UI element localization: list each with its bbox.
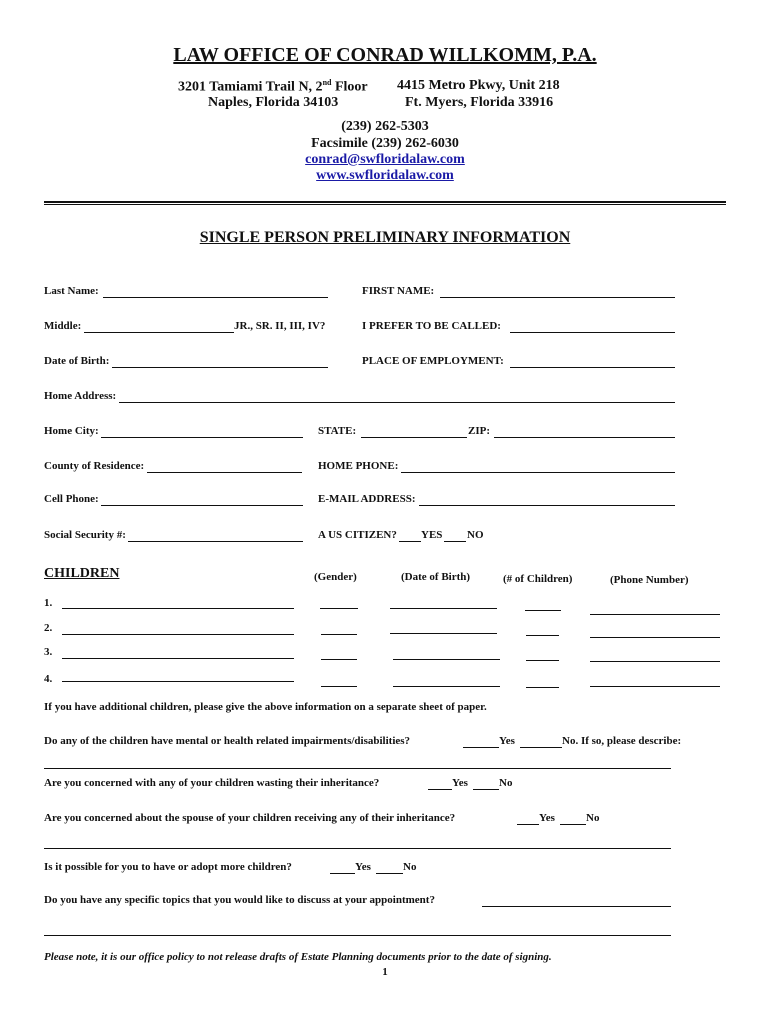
impairments-no-blank[interactable] [520, 747, 562, 748]
office2-address-line2: Ft. Myers, Florida 33916 [405, 95, 554, 110]
impairments-yes-label: Yes [499, 735, 515, 747]
citizen-label: A US CITIZEN? [318, 529, 397, 541]
page-number: 1 [382, 966, 388, 978]
zip-label: ZIP: [468, 425, 490, 437]
child-2-dob-field[interactable] [390, 633, 497, 634]
child-4-gender-field[interactable] [321, 686, 357, 687]
topics-field[interactable] [482, 906, 671, 907]
child-1-phone-field[interactable] [590, 614, 720, 615]
child-3-dob-field[interactable] [393, 659, 500, 660]
spouse-no-blank[interactable] [560, 824, 586, 825]
employment-field[interactable] [510, 367, 675, 368]
impairments-question: Do any of the children have mental or health related impairments/disabilities? [44, 735, 411, 747]
more-children-no-label: No [403, 861, 417, 873]
wasting-no-label: No [499, 777, 513, 789]
child-2-name-field[interactable] [62, 634, 294, 635]
last-name-label: Last Name: [44, 285, 99, 297]
more-children-yes-blank[interactable] [330, 873, 355, 874]
home-phone-field[interactable] [401, 472, 675, 473]
wasting-yes-blank[interactable] [428, 789, 452, 790]
wasting-no-blank[interactable] [473, 789, 499, 790]
cell-phone-field[interactable] [101, 505, 303, 506]
preferred-name-label: I PREFER TO BE CALLED: [362, 320, 501, 332]
child-2-phone-field[interactable] [590, 637, 720, 638]
child-3-name-field[interactable] [62, 658, 294, 659]
more-children-no-blank[interactable] [376, 873, 403, 874]
home-phone-label: HOME PHONE: [318, 460, 399, 472]
first-name-field[interactable] [440, 297, 675, 298]
topics-question: Do you have any specific topics that you would like to discuss at your appointment? [44, 894, 435, 906]
citizen-yes-blank[interactable] [399, 541, 421, 542]
impairments-no-label: No. If so, please describe: [562, 735, 682, 747]
form-title: SINGLE PERSON PRELIMINARY INFORMATION [199, 229, 571, 246]
child-4-phone-field[interactable] [590, 686, 720, 687]
county-label: County of Residence: [44, 460, 145, 472]
citizen-no-blank[interactable] [444, 541, 466, 542]
more-children-yes-label: Yes [355, 861, 371, 873]
dob-field[interactable] [112, 367, 328, 368]
child-4-name-field[interactable] [62, 681, 294, 682]
phone: (239) 262-5303 [341, 119, 429, 134]
child-4-children-field[interactable] [526, 687, 559, 688]
wasting-yes-label: Yes [452, 777, 468, 789]
dob-label: Date of Birth: [44, 355, 110, 367]
child-row-number: 1. [44, 597, 53, 609]
child-3-phone-field[interactable] [590, 661, 720, 662]
col-gender: (Gender) [314, 571, 357, 583]
ssn-field[interactable] [128, 541, 303, 542]
employment-label: PLACE OF EMPLOYMENT: [362, 355, 504, 367]
office1-address-line1: 3201 Tamiami Trail N, 2nd Floor [178, 78, 368, 95]
spouse-yes-label: Yes [539, 812, 555, 824]
additional-children-note: If you have additional children, please give the above information on a separate sheet of paper. [44, 701, 487, 713]
child-1-name-field[interactable] [62, 608, 294, 609]
child-3-gender-field[interactable] [321, 659, 357, 660]
home-city-field[interactable] [101, 437, 303, 438]
email-label: E-MAIL ADDRESS: [318, 493, 416, 505]
zip-field[interactable] [494, 437, 675, 438]
child-2-gender-field[interactable] [321, 634, 357, 635]
office-policy-note: Please note, it is our office policy to not release drafts of Estate Planning documents prior to the date of signing. [44, 951, 552, 963]
col-date-of-birth: (Date of Birth) [401, 571, 471, 583]
email-field[interactable] [419, 505, 675, 506]
citizen-yes-label: YES [421, 529, 443, 541]
spouse-notes-field[interactable] [44, 848, 671, 849]
state-label: STATE: [318, 425, 357, 437]
child-row-number: 3. [44, 646, 53, 658]
cell-phone-label: Cell Phone: [44, 493, 99, 505]
email-link[interactable]: conrad@swfloridalaw.com [305, 152, 465, 167]
spouse-yes-blank[interactable] [517, 824, 539, 825]
firm-name: LAW OFFICE OF CONRAD WILLKOMM, P.A. [173, 44, 597, 66]
fax: Facsimile (239) 262-6030 [311, 136, 459, 151]
child-1-children-field[interactable] [525, 610, 561, 611]
home-address-label: Home Address: [44, 390, 117, 402]
preferred-name-field[interactable] [510, 332, 675, 333]
impairments-description-field[interactable] [44, 768, 671, 769]
county-field[interactable] [147, 472, 302, 473]
ssn-label: Social Security #: [44, 529, 126, 541]
impairments-yes-blank[interactable] [463, 747, 499, 748]
citizen-no-label: NO [467, 529, 484, 541]
child-row-number: 4. [44, 673, 53, 685]
child-4-dob-field[interactable] [393, 686, 500, 687]
child-3-children-field[interactable] [526, 660, 559, 661]
suffix-label: JR., SR. II, III, IV? [234, 320, 326, 332]
office1-address-line2: Naples, Florida 34103 [208, 95, 339, 110]
website-link[interactable]: www.swfloridalaw.com [316, 168, 454, 183]
office2-address-line1: 4415 Metro Pkwy, Unit 218 [397, 78, 560, 93]
col-phone-number: (Phone Number) [610, 574, 689, 586]
spouse-no-label: No [586, 812, 600, 824]
topics-extra-field[interactable] [44, 935, 671, 936]
last-name-field[interactable] [103, 297, 328, 298]
home-city-label: Home City: [44, 425, 99, 437]
middle-label: Middle: [44, 320, 82, 332]
wasting-question: Are you concerned with any of your children wasting their inheritance? [44, 777, 380, 789]
child-1-gender-field[interactable] [320, 608, 358, 609]
spouse-question: Are you concerned about the spouse of your children receiving any of their inheritance? [44, 812, 456, 824]
first-name-label: FIRST NAME: [362, 285, 435, 297]
child-row-number: 2. [44, 622, 53, 634]
col-number-of-children: (# of Children) [503, 573, 573, 585]
middle-field[interactable] [84, 332, 234, 333]
children-heading: CHILDREN [44, 566, 120, 581]
child-1-dob-field[interactable] [390, 608, 497, 609]
header-divider [44, 201, 726, 205]
more-children-question: Is it possible for you to have or adopt more children? [44, 861, 292, 873]
child-2-children-field[interactable] [526, 635, 559, 636]
state-field[interactable] [361, 437, 467, 438]
home-address-field[interactable] [119, 402, 675, 403]
